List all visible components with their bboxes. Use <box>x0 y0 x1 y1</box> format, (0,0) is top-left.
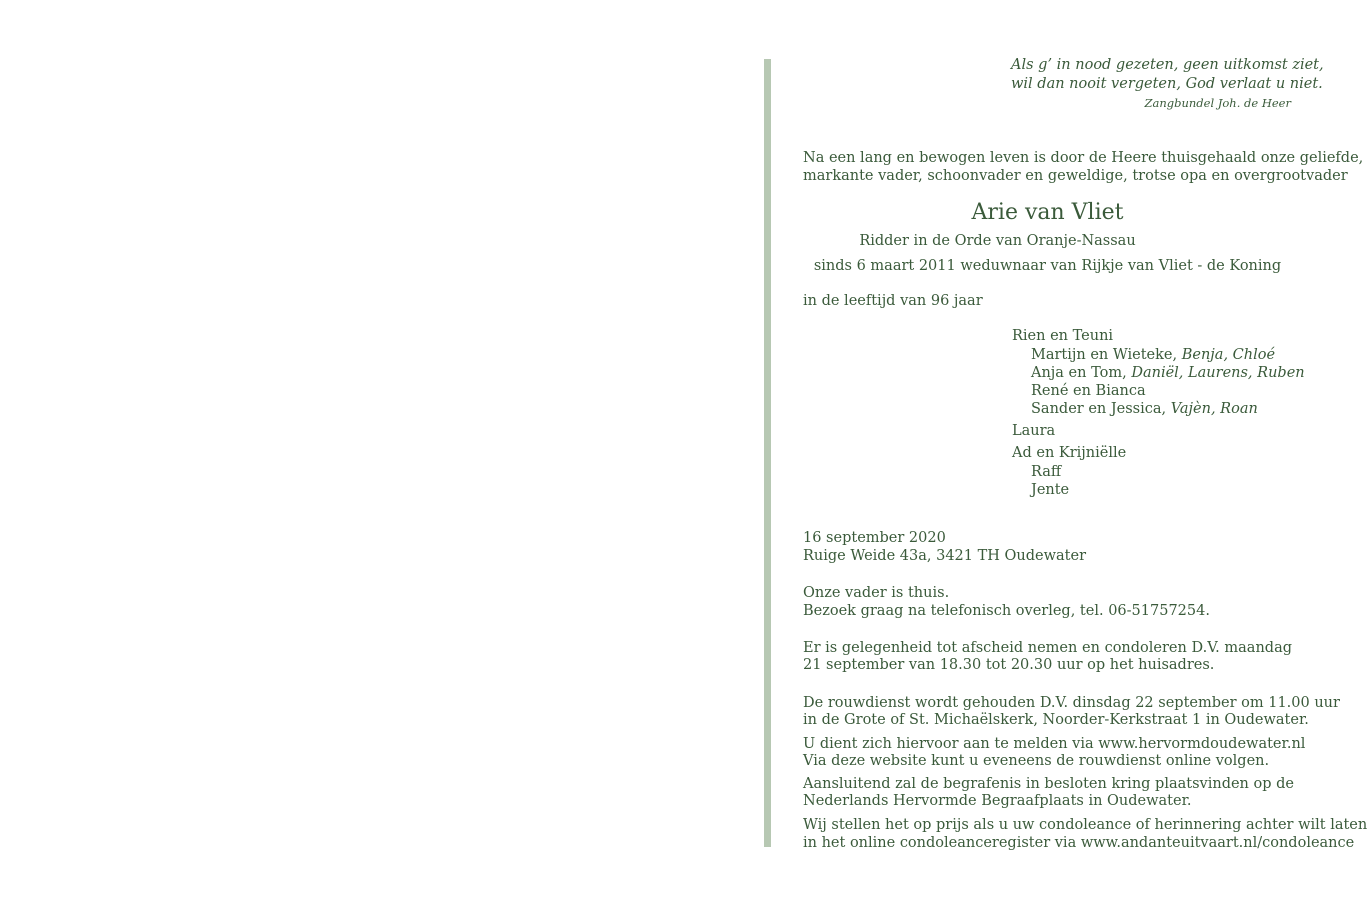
visit-note: Bezoek graag na telefonisch overleg, tel. 06-51757254. <box>803 603 1210 619</box>
intro-line-1: Na een lang en bewogen leven is door de Heere thuisgehaald onze geliefde, <box>803 150 1364 166</box>
register-line-1: U dient zich hiervoor aan te melden via www.hervormdoudewater.nl <box>803 736 1306 752</box>
farewell-line-2: 21 september van 18.30 tot 20.30 uur op het huisadres. <box>803 657 1215 673</box>
family-member <box>1031 347 1275 363</box>
family-names: Anja en Tom, <box>1031 365 1132 381</box>
family-member: Ad en Krijniëlle <box>1012 445 1127 461</box>
service-line-2: in de Grote of St. Michaëlskerk, Noorder-Kerkstraat 1 in Oudewater. <box>803 712 1309 728</box>
family-member: René en Bianca <box>1031 383 1146 399</box>
family-member: Jente <box>1031 482 1070 498</box>
vertical-divider <box>764 59 771 847</box>
family-member: Laura <box>1012 423 1056 439</box>
family-names: Martijn en Wieteke, <box>1031 347 1182 363</box>
home-note: Onze vader is thuis. <box>803 585 950 601</box>
deceased-widower: sinds 6 maart 2011 weduwnaar van Rijkje van Vliet - de Koning <box>813 258 1282 274</box>
family-member <box>1031 401 1258 417</box>
deceased-age: in de leeftijd van 96 jaar <box>803 293 983 309</box>
burial-line-2: Nederlands Hervormde Begraafplaats in Oudewater. <box>803 793 1192 809</box>
poem-line-1: Als g’ in nood gezeten, geen uitkomst ziet, <box>1011 57 1324 73</box>
intro-line-2: markante vader, schoonvader en geweldige, trotse opa en overgrootvader <box>803 168 1348 184</box>
poem-line-2: wil dan nooit vergeten, God verlaat u niet. <box>1011 76 1323 92</box>
deceased-name: Arie van Vliet <box>971 200 1124 225</box>
family-grandchildren: Vajèn, Roan <box>1170 401 1258 417</box>
family-member: Raff <box>1031 464 1062 480</box>
farewell-line-1: Er is gelegenheid tot afscheid nemen en condoleren D.V. maandag <box>803 640 1292 656</box>
family-member <box>1031 365 1305 381</box>
date: 16 september 2020 <box>803 530 946 546</box>
family-grandchildren: Benja, Chloé <box>1181 347 1276 363</box>
service-line-1: De rouwdienst wordt gehouden D.V. dinsdag 22 september om 11.00 uur <box>803 695 1340 711</box>
condolence-line-2: in het online condoleanceregister via www.andanteuitvaart.nl/condoleance <box>803 835 1355 851</box>
burial-line-1: Aansluitend zal de begrafenis in besloten kring plaatsvinden op de <box>803 776 1294 792</box>
address: Ruige Weide 43a, 3421 TH Oudewater <box>803 548 1087 564</box>
deceased-honor: Ridder in de Orde van Oranje-Nassau <box>859 233 1136 249</box>
poem-source: Zangbundel Joh. de Heer <box>1144 96 1291 110</box>
family-grandchildren: Daniël, Laurens, Ruben <box>1131 365 1305 381</box>
family-names: Sander en Jessica, <box>1031 401 1171 417</box>
family-member: Rien en Teuni <box>1012 328 1114 344</box>
condolence-line-1: Wij stellen het op prijs als u uw condoleance of herinnering achter wilt laten <box>803 817 1368 833</box>
register-line-2: Via deze website kunt u eveneens de rouwdienst online volgen. <box>803 753 1270 769</box>
